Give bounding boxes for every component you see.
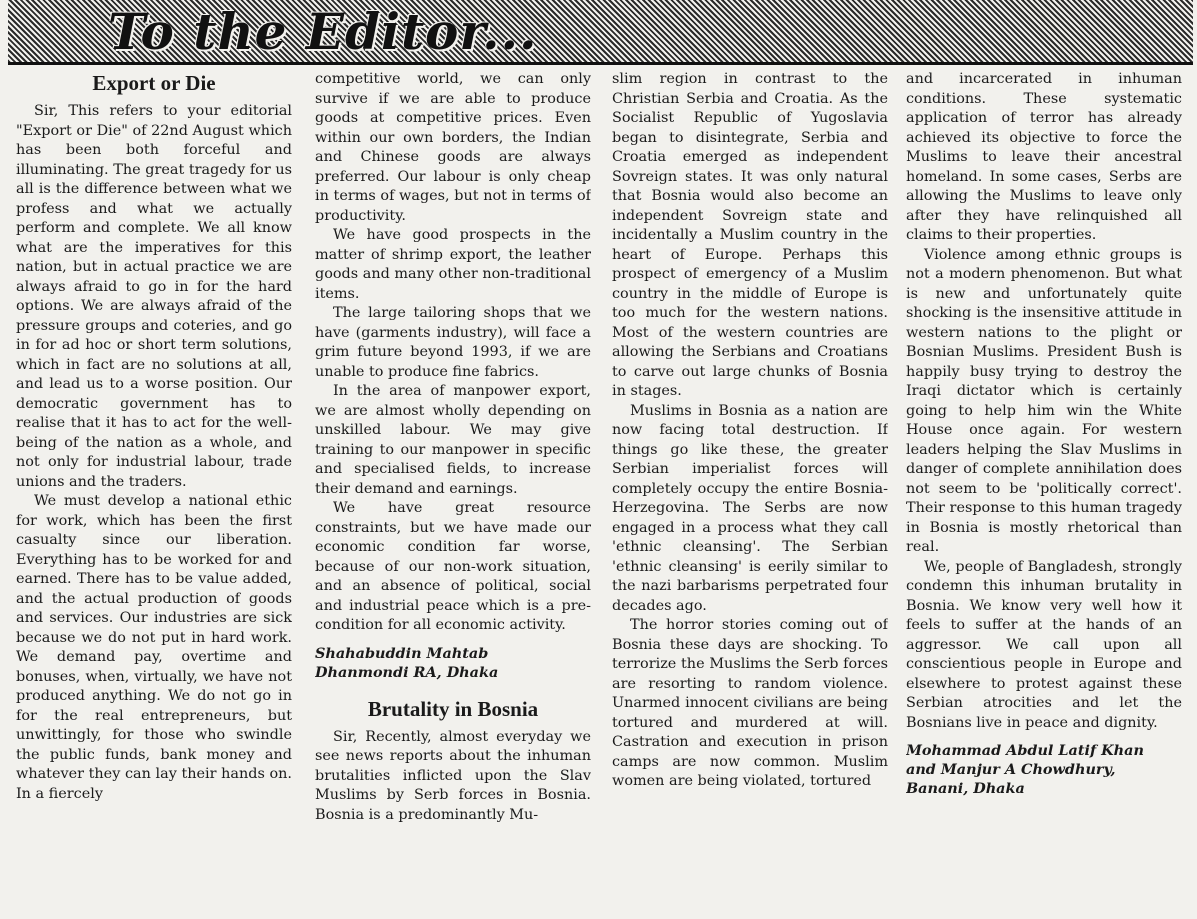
column-2 <box>315 70 591 910</box>
headline-brutality-in-bosnia: Brutality in Bosnia <box>367 696 539 721</box>
letter2-paragraph: Muslims in Bosnia as a nation are now facing total destruction. If things go like these, the greater Serbian imperialist forces will completely occupy the entire Bosnia-Herzegovina. The Serbs are now engaged in a process what they call 'ethnic cleansing'. The Serbian 'ethnic cleansing' is eerily similar to the nazi barbarisms perpetrated four decades ago. <box>612 402 888 614</box>
column-1 <box>16 70 292 910</box>
letter1-paragraph: Sir, This refers to your editorial "Export or Die" of 22nd August which has been both forceful and illuminating. The great tragedy for us all is the difference between what we profess and what we actually perform and complete. We all know what are the imperatives for this nation, but in actual practice we are always afraid to go in for the hard options. We are always afraid of the pressure groups and coteries, and go in for ad hoc or short term solutions, which in fact are no solutions at all, and lead us to a worse position. Our democratic government has to realise that it has to act for the well-being of the nation as a whole, and not only for industrial labour, trade unions and the traders. <box>16 103 292 490</box>
letter1-signature <box>315 644 591 682</box>
letter2-paragraph: The horror stories coming out of Bosnia these days are shocking. To terrorize the Muslims the Serb forces are resorting to random violence. Unarmed innocent civilians are being tortured and murdered at will. Castration and execution in prison camps are now common. Muslim women are being violated, tortured <box>612 617 888 789</box>
letter1-paragraph: We have great resource constraints, but we have made our economic condition far worse, because of our non-work situation, and an absence of political, social and industrial peace which is a pre-condition for all economic activity. <box>315 500 591 633</box>
letter2-paragraph: We, people of Bangladesh, strongly condemn this inhuman brutality in Bosnia. We know very well how it feels to suffer at the hands of an aggressor. We call upon all conscientious people in Europe and elsewhere to protest against these Serbian atrocities and let the Bosnians live in peace and dignity. <box>906 558 1182 731</box>
headline-export-or-die: Export or Die <box>92 71 216 95</box>
letter1-paragraph: The large tailoring shops that we have (garments industry), will face a grim future beyond 1993, if we are unable to produce fine fabrics. <box>315 305 591 380</box>
letter1-paragraph: In the area of manpower export, we are almost wholly depending on unskilled labour. We may give training to our manpower in specific and specialised fields, to increase their demand and earnings. <box>315 383 591 497</box>
letter2-paragraph: slim region in contrast to the Christian Serbia and Croatia. As the Socialist Republic of Yugoslavia began to disintegrate, Serbia and Croatia emerged as independent Sovreign states. It was only natural that Bosnia would also become an independent Sovreign state and incidentally a Muslim country in the heart of Europe. Perhaps this prospect of emergency of a Muslim country in the middle of Europe is too much for the western nations. Most of the western countries are allowing the Serbians and Croatians to carve out large chunks of Bosnia in stages. <box>612 71 888 399</box>
letter2-paragraph: Sir, Recently, almost everyday we see news reports about the inhuman brutalities inflicted upon the Slav Muslims by Serb forces in Bosnia. Bosnia is a predominantly Mu- <box>315 728 591 823</box>
section-title: To the Editor... <box>108 2 538 61</box>
signature-name: Shahabuddin Mahtab <box>315 644 489 662</box>
letter2-paragraph: Violence among ethnic groups is not a modern phenomenon. But what is new and unfortunately quite shocking is the insensitive attitude in western nations to the plight or Bosnian Muslims. President Bush is happily busy trying to destroy the Iraqi dictator which is certainly going to help him win the White House once again. For western leaders helping the Slav Muslims in danger of complete annihilation does not seem to be 'politically correct'. Their response to this human tragedy in Bosnia is mostly rhetorical than real. <box>906 246 1182 555</box>
letter2-paragraph: and incarcerated in inhuman conditions. These systematic application of terror has already achieved its objective to force the Muslims to leave their ancestral homeland. In some cases, Serbs are allowing the Muslims to leave only after they have relinquished all claims to their properties. <box>906 71 1182 243</box>
signature-address: Dhanmondi RA, Dhaka <box>315 663 499 681</box>
letter1-paragraph: We must develop a national ethic for work, which has been the first casualty since our liberation. Everything has to be worked for and earned. There has to be value added, and the actual production of goods and services. Our industries are sick because we do not put in hard work. We demand pay, overtime and bonuses, when, virtually, we have not produced anything. We do not go in for the real entrepreneurs, but unwittingly, for those who swindle the public funds, bank money and whatever they can lay their hands on. In a fiercely <box>16 493 292 802</box>
letter1-paragraph: competitive world, we can only survive if we are able to produce goods at competitive prices. Even within our own borders, the Indian and Chinese goods are always preferred. Our labour is only cheap in terms of wages, but not in terms of productivity. <box>315 71 591 224</box>
signature-name: Mohammad Abdul Latif Khan <box>906 742 1144 759</box>
column-3 <box>612 70 888 910</box>
masthead-banner <box>8 0 1193 65</box>
column-4 <box>906 70 1182 910</box>
letter1-paragraph: We have good prospects in the matter of shrimp export, the leather goods and many other non-traditional items. <box>315 227 591 302</box>
signature-address: Banani, Dhaka <box>906 780 1025 797</box>
letter2-signature <box>906 741 1182 798</box>
signature-name-2: and Manjur A Chowdhury, <box>906 761 1116 778</box>
